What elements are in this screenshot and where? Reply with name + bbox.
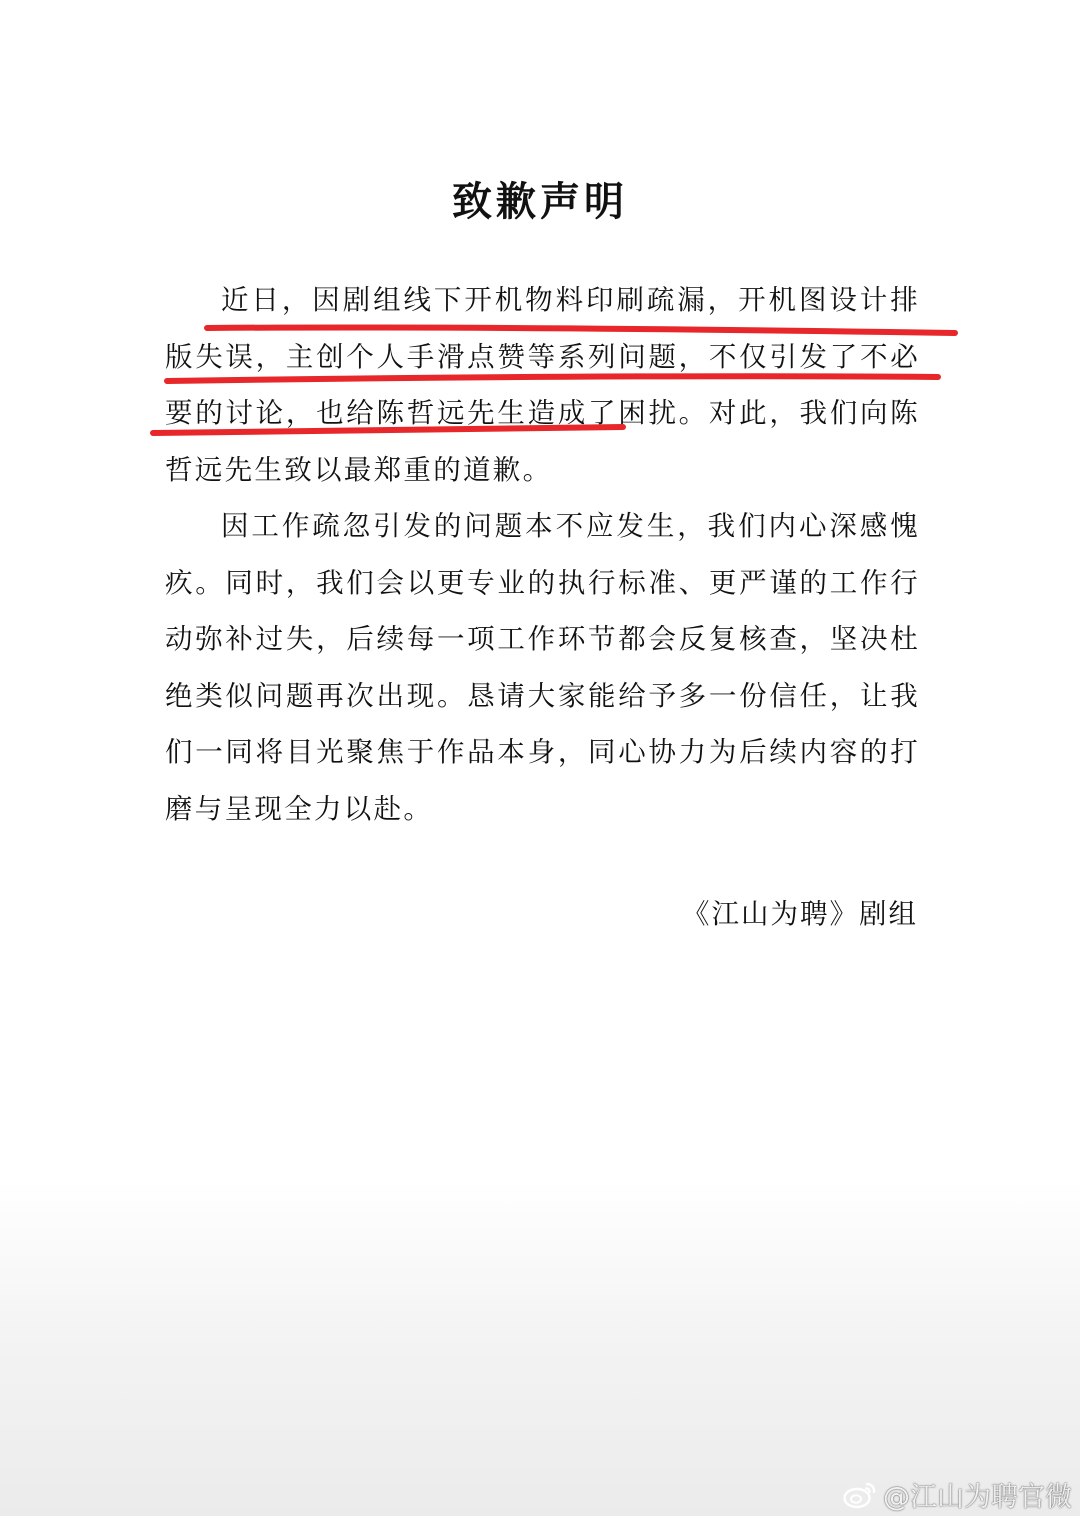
- document-body: [165, 272, 920, 837]
- page-title: 致歉声明: [452, 178, 628, 225]
- highlighted-text: 近日，因剧组线下开机物料印刷疏漏，开机图设计排版失误，主创个人手滑点赞等系列问题，不仅引发了不必要的讨论，也给陈哲远先生造成了困扰。: [165, 284, 920, 429]
- weibo-logo-icon: [843, 1480, 877, 1510]
- signature: 《江山为聘》剧组: [682, 898, 918, 930]
- paragraph-1: [165, 272, 920, 498]
- paragraph-2: 因工作疏忽引发的问题本不应发生，我们内心深感愧疚。同时，我们会以更专业的执行标准、更严谨的工作行动弥补过失，后续每一项工作环节都会反复核查，坚决杜绝类似问题再次出现。恳请大家能给予多一份信任，让我们一同将目光聚焦于作品本身，同心协力为后续内容的打磨与呈现全力以赴。: [165, 510, 920, 825]
- paragraph-1-rest: 对此，我们向陈哲远先生致以最郑重的道歉。: [165, 397, 920, 486]
- watermark-text: @江山为聘官微: [883, 1482, 1072, 1513]
- weibo-watermark: [843, 1475, 1072, 1514]
